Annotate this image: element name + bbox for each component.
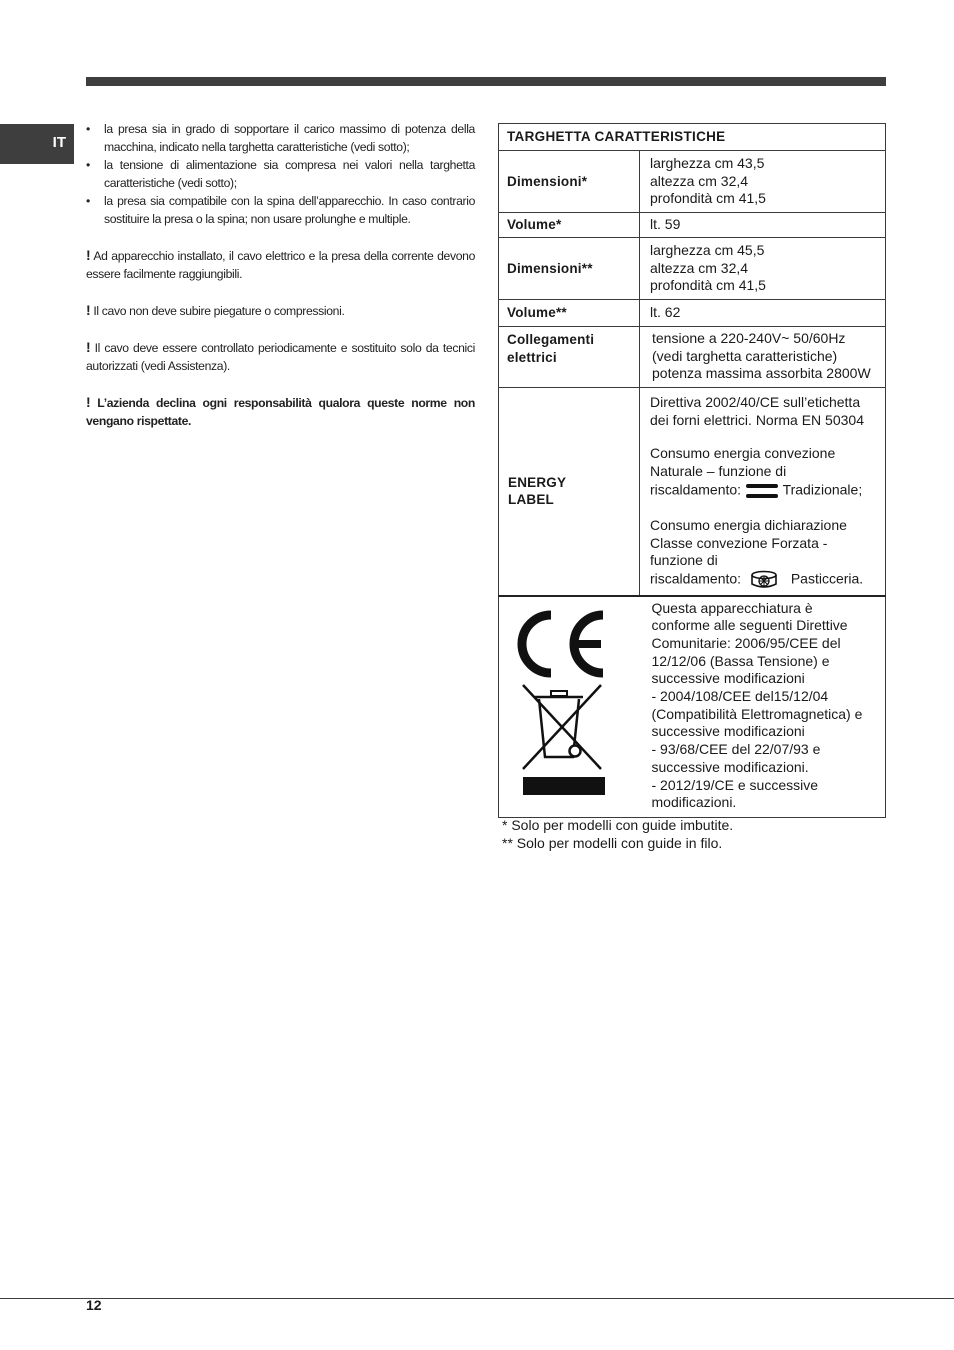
value-line: - 2004/108/CEE del15/12/04 <box>651 688 829 705</box>
value-line: Naturale – funzione di <box>650 463 787 480</box>
language-tab <box>0 124 74 164</box>
table-row <box>499 151 886 213</box>
value-line: dei forni elettrici. Norma EN 50304 <box>650 411 864 428</box>
value-line: 12/12/06 (Bassa Tensione) e <box>651 652 830 669</box>
table-row <box>499 388 886 596</box>
value-line: Questa apparecchiatura è <box>651 599 813 616</box>
pastry-fan-heating-icon <box>749 570 779 590</box>
value-text: riscaldamento: <box>650 570 742 587</box>
value-line: successive modificazioni <box>651 723 805 740</box>
value-line: tensione a 220-240V~ 50/60Hz <box>652 330 846 346</box>
label-line: Collegamenti <box>507 332 595 347</box>
value-line: profondità cm 41,5 <box>650 277 766 294</box>
language-tab-label: IT <box>52 134 66 151</box>
value-line: potenza massima assorbita 2800W <box>652 365 871 382</box>
row-value: lt. 59 <box>640 213 886 238</box>
value-line: (vedi targhetta caratteristiche) <box>652 347 838 364</box>
row-value <box>640 151 886 213</box>
value-text: riscaldamento: <box>650 481 742 498</box>
requirements-list <box>86 120 475 228</box>
row-label: Dimensioni* <box>499 151 640 213</box>
warning-text: Ad apparecchio installato, il cavo elettrico e la presa della corrente devono essere facilmente raggiungibili. <box>86 249 475 281</box>
warning-paragraph <box>86 301 475 320</box>
footer-rule <box>0 1298 954 1299</box>
value-line: Comunitarie: 2006/95/CEE del <box>651 634 841 651</box>
value-line: Direttiva 2002/40/CE sull’etichetta <box>650 394 861 410</box>
warning-text: Il cavo deve essere controllato periodicamente e sostituito solo da tecnici autorizzati (vedi Assistenza). <box>86 341 475 373</box>
row-label: Volume* <box>499 213 640 238</box>
warning-mark: ! <box>86 394 91 410</box>
traditional-heating-icon <box>745 481 779 501</box>
list-item: • la presa sia compatibile con la spina dell’apparecchio. In caso contrario sostituire la presa o la spina; non usare prolunghe e multiple. <box>86 192 475 228</box>
row-value <box>640 388 886 596</box>
label-line: ENERGY <box>508 474 567 490</box>
value-line: funzione di <box>650 552 718 569</box>
label-line: elettrici <box>507 349 557 365</box>
value-text: Pasticceria. <box>790 570 864 587</box>
rating-plate-table <box>498 123 886 818</box>
directives-cell <box>640 596 886 818</box>
page-number: 12 <box>86 1297 102 1313</box>
value-line: larghezza cm 43,5 <box>650 154 765 171</box>
value-line: (Compatibilità Elettromagnetica) e <box>651 705 863 722</box>
label-line: LABEL <box>508 492 554 508</box>
row-label: Volume** <box>499 300 640 327</box>
warning-paragraph <box>86 338 475 375</box>
value-line <box>650 481 881 501</box>
warning-text: L’azienda declina ogni responsabilità qualora queste norme non vengano rispettate. <box>86 396 475 428</box>
value-line: larghezza cm 45,5 <box>650 241 765 258</box>
table-row <box>499 596 886 818</box>
value-line: Consumo energia dichiarazione <box>650 516 847 533</box>
value-line: Consumo energia convezione <box>650 445 836 462</box>
weee-crossed-bin-icon <box>519 683 609 803</box>
table-row <box>499 213 886 238</box>
header-bar <box>86 77 886 86</box>
value-line <box>650 570 881 590</box>
footnote: ** Solo per modelli con guide in filo. <box>502 834 723 851</box>
value-line: altezza cm 32,4 <box>650 259 749 276</box>
value-line: profondità cm 41,5 <box>650 190 766 207</box>
value-line: successive modificazioni <box>651 670 805 687</box>
footnotes <box>502 817 733 852</box>
footnote: * Solo per modelli con guide imbutite. <box>502 817 734 833</box>
compliance-icons-cell <box>499 596 640 818</box>
warning-mark: ! <box>86 302 91 318</box>
row-value <box>640 238 886 300</box>
warning-mark: ! <box>86 339 91 355</box>
value-line: successive modificazioni. <box>651 758 809 775</box>
list-item: • la tensione di alimentazione sia compresa nei valori nella targhetta caratteristiche (vedi sotto); <box>86 156 475 192</box>
value-text: Tradizionale; <box>782 481 863 498</box>
value-line: conforme alle seguenti Direttive <box>651 617 848 634</box>
row-value <box>640 327 886 388</box>
warning-paragraph <box>86 246 475 283</box>
value-line: modificazioni. <box>651 794 737 811</box>
warning-mark: ! <box>86 247 91 263</box>
table-row <box>499 238 886 300</box>
disclaimer-paragraph <box>86 393 475 430</box>
table-row <box>499 300 886 327</box>
value-line: - 93/68/CEE del 22/07/93 e <box>651 741 821 758</box>
row-value: lt. 62 <box>640 300 886 327</box>
row-label <box>499 327 640 388</box>
row-label <box>499 388 640 596</box>
row-label: Dimensioni** <box>499 238 640 300</box>
table-title: TARGHETTA CARATTERISTICHE <box>499 124 886 151</box>
value-line: altezza cm 32,4 <box>650 172 749 189</box>
left-column <box>86 120 475 442</box>
table-row <box>499 327 886 388</box>
warning-text: Il cavo non deve subire piegature o compressioni. <box>90 304 345 318</box>
value-line: - 2012/19/CE e successive <box>651 776 819 793</box>
list-item: • la presa sia in grado di sopportare il carico massimo di potenza della macchina, indicato nella targhetta caratteristiche (vedi sotto); <box>86 120 475 156</box>
value-line: Classe convezione Forzata - <box>650 534 828 551</box>
